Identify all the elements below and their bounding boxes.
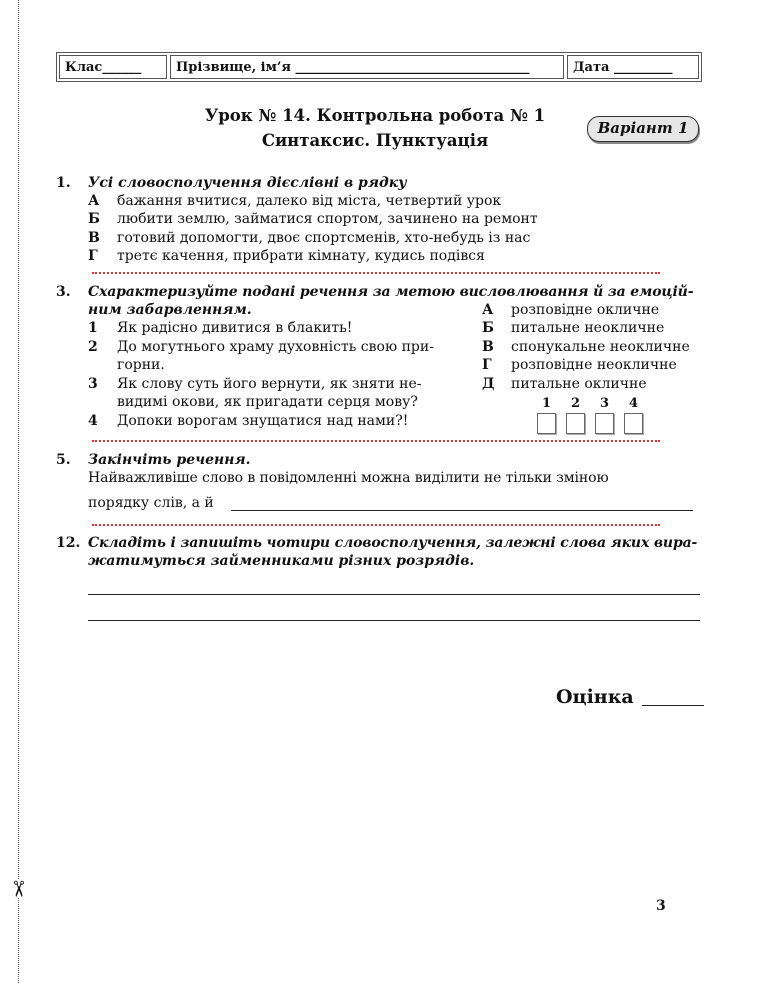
q1-task: Усі словосполучення дієслівні в рядку (88, 175, 407, 191)
q3-sentence: До могутнього храму духовність свою при- (117, 339, 434, 355)
answer-box-number: 2 (570, 396, 581, 411)
separator (92, 524, 660, 526)
variant-badge: Варіант 1 (587, 116, 699, 142)
q1-option-letter: А (88, 193, 100, 209)
lesson-subtitle: Синтаксис. Пунктуація (261, 131, 489, 150)
q3-type-letter: Б (482, 320, 494, 336)
q3-number: 3. (56, 284, 71, 300)
q3-sentence-number: 4 (88, 413, 98, 429)
answer-line[interactable] (231, 510, 693, 511)
answer-box[interactable] (624, 413, 643, 434)
q3-type-letter: А (482, 302, 494, 318)
q5-number: 5. (56, 452, 71, 468)
answer-line[interactable] (88, 620, 700, 621)
q1-option-letter: В (88, 230, 100, 246)
grade-label: Оцінка (556, 686, 634, 708)
q1-option-letter: Г (88, 248, 98, 264)
q1-option-text[interactable]: готовий допомогти, двоє спортсменів, хто-небудь із нас (117, 230, 531, 246)
q3-sentence: Як радісно дивитися в блакить! (117, 320, 353, 336)
q3-type: розповідне неокличне (511, 357, 677, 373)
q3-answer-grid (536, 396, 644, 434)
q3-sentence-number: 1 (88, 320, 98, 336)
answer-box[interactable] (537, 413, 556, 434)
answer-box[interactable] (566, 413, 585, 434)
q1-number: 1. (56, 175, 71, 191)
q1-option-text[interactable]: третє качення, прибрати кімнату, кудись подівся (117, 248, 485, 264)
q3-task: Схарактеризуйте подані речення за метою висловлювання й за емоцій- (88, 284, 694, 300)
q3-type: спонукальне неокличне (511, 339, 690, 355)
class-field[interactable]: Клас______ (59, 55, 167, 79)
q3-sentence-cont: горни. (117, 357, 165, 373)
q3-sentence-number: 3 (88, 376, 98, 392)
answer-box-number: 3 (599, 396, 610, 411)
q3-type: питальне неокличне (511, 320, 665, 336)
answer-box-number: 4 (628, 396, 639, 411)
q5-task: Закінчіть речення. (88, 452, 251, 468)
q1-option-letter: Б (88, 211, 100, 227)
q5-text-cont: порядку слів, а й (88, 495, 214, 511)
surname-field[interactable]: Прізвище, ім’я ____________________________________ (170, 55, 564, 79)
answer-box[interactable] (595, 413, 614, 434)
q3-type: питальне окличне (511, 376, 647, 392)
q3-type-letter: Д (482, 376, 495, 392)
q5-text: Найважливіше слово в повідомленні можна виділити не тільки зміною (88, 470, 609, 486)
q12-task-cont: жатимуться займенниками різних розрядів. (88, 553, 475, 569)
q3-sentence: Допоки ворогам знущатися над нами?! (117, 413, 409, 429)
q3-sentence-cont: видимі окови, як пригадати серця мову? (117, 394, 418, 410)
separator (92, 440, 660, 442)
q1-option-text[interactable]: любити землю, займатися спортом, зачинено на ремонт (117, 211, 538, 227)
q3-sentence-number: 2 (88, 339, 98, 355)
grade-line[interactable] (642, 705, 704, 706)
answer-line[interactable] (88, 594, 700, 595)
lesson-title: Урок № 14. Контрольна робота № 1 (204, 106, 546, 125)
q3-type: розповідне окличне (511, 302, 660, 318)
page-number: 3 (656, 898, 666, 914)
q3-type-letter: Г (482, 357, 492, 373)
student-info-table (56, 52, 702, 82)
cut-line (18, 0, 19, 983)
q1-option-text[interactable]: бажання вчитися, далеко від міста, четвертий урок (117, 193, 502, 209)
answer-box-number: 1 (541, 396, 552, 411)
q12-task: Складіть і запишіть чотири словосполучення, залежні слова яких вира- (88, 535, 698, 551)
separator (92, 272, 660, 274)
date-field[interactable]: Дата _________ (567, 55, 699, 79)
q3-sentence: Як слову суть його вернути, як зняти не- (117, 376, 422, 392)
scissors-icon: ✂ (5, 879, 31, 899)
q12-number: 12. (56, 535, 81, 551)
q3-task-cont: ним забарвленням. (88, 302, 252, 318)
q3-type-letter: В (482, 339, 494, 355)
grade-field (556, 686, 704, 708)
